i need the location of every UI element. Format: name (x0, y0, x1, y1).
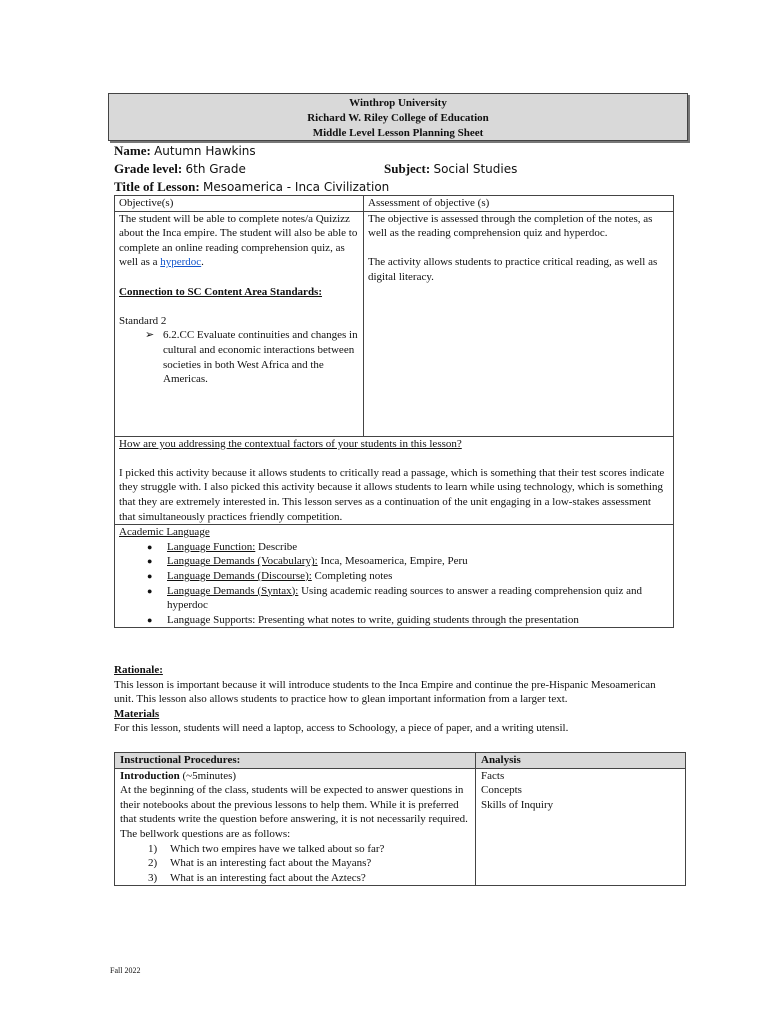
assessment-text-2: The activity allows students to practice critical reading, as well as digital literacy. (368, 256, 658, 283)
language-list (119, 540, 669, 628)
language-item: ● Language Demands (Vocabulary): Inca, Mesoamerica, Empire, Peru (147, 554, 669, 569)
objective-cell (115, 211, 364, 436)
language-item: ● Language Function: Describe (147, 540, 669, 555)
document-header (108, 93, 688, 141)
analysis-item: Skills of Inquiry (481, 798, 554, 811)
name-label: Name: (114, 143, 151, 158)
hyperdoc-link[interactable]: hyperdoc (160, 256, 202, 269)
title-label: Title of Lesson: (114, 179, 200, 194)
procedures-table (114, 752, 686, 886)
title-line (114, 179, 389, 195)
objective-header: Objective(s) (115, 196, 364, 212)
subject-label: Subject: (384, 161, 431, 176)
university-name: Winthrop University (349, 97, 447, 109)
grade-line (114, 161, 246, 177)
standards-list (119, 328, 359, 386)
language-item: ● Language Demands (Discourse): Completing notes (147, 569, 669, 584)
analysis-item: Facts (481, 769, 505, 782)
grade-label: Grade level: (114, 161, 183, 176)
analysis-header: Analysis (476, 753, 686, 769)
grade-value: 6th Grade (185, 162, 246, 176)
contextual-factors-cell (115, 436, 674, 525)
introduction-title: Introduction (~5minutes) (120, 769, 237, 782)
rationale-heading: Rationale: (114, 664, 163, 676)
question-item: 1) Which two empires have we talked about so far? (148, 842, 385, 855)
subject-line (384, 161, 517, 177)
materials-heading: Materials (114, 707, 160, 720)
introduction-text: At the beginning of the class, students will be expected to answer questions in their notebooks about the previous lessons to help them. While it is preferred that students write the question before answering, it is not necessarily required. The bellwork questions are as follows: (120, 784, 468, 840)
question-item: 2) What is an interesting fact about the Mayans? (148, 857, 372, 870)
materials-text: For this lesson, students will need a laptop, access to Schoology, a piece of paper, and a writing utensil. (114, 722, 569, 735)
subject-value: Social Studies (433, 162, 518, 176)
contextual-answer: I picked this activity because it allows students to critically read a passage, which is something that their test scores indicate they struggle with. I also picked this activity because it allows students to learn while using technology, which is something that they are extremely interested in. This lesson serves as a continuation of the unit engaging in a low-stakes assessment that simultaneously practices friendly competition. (119, 466, 665, 523)
analysis-item: Concepts (481, 784, 522, 797)
procedures-header: Instructional Procedures: (115, 753, 476, 769)
language-item: ● Language Demands (Syntax): Using academic reading sources to answer a reading comprehension quiz and hyperdoc (147, 584, 669, 613)
contextual-question: How are you addressing the contextual factors of your students in this lesson? (119, 437, 462, 450)
sheet-title: Middle Level Lesson Planning Sheet (312, 127, 484, 139)
standard-label: Standard 2 (119, 314, 167, 327)
footer-text: Fall 2022 (110, 966, 141, 975)
objective-text: The student will be able to complete notes/a Quizizz about the Inca empire. The student will also be able to complete an online reading comprehension quiz, as well as a hyperdoc. (119, 212, 358, 269)
language-item: ● Language Supports: Presenting what notes to write, guiding students through the presentation (147, 613, 669, 628)
academic-language-heading: Academic Language (119, 526, 210, 539)
title-value: Mesoamerica - Inca Civilization (202, 180, 390, 194)
connection-heading: Connection to SC Content Area Standards: (119, 285, 323, 298)
rationale-text: This lesson is important because it will introduce students to the Inca Empire and continue the pre-Hispanic Mesoamerican unit. This lesson also allows students to practice how to glean important information from a larger text. (114, 678, 656, 706)
question-item: 3) What is an interesting fact about the Aztecs? (148, 871, 366, 884)
analysis-cell (476, 768, 686, 886)
name-value: Autumn Hawkins (154, 144, 256, 158)
standard-item: ➢ 6.2.CC Evaluate continuities and changes in cultural and economic interactions between societies in both West Africa and the Americas. (145, 328, 359, 386)
objectives-table (114, 195, 674, 628)
college-name: Richard W. Riley College of Education (307, 112, 489, 124)
rationale-section (114, 663, 674, 736)
assessment-text-1: The objective is assessed through the completion of the notes, as well as the reading comprehension quiz and hyperdoc. (368, 212, 653, 240)
name-line (114, 143, 256, 159)
assessment-cell (364, 211, 674, 436)
academic-language-cell (115, 525, 674, 628)
assessment-header: Assessment of objective (s) (364, 196, 674, 212)
bellwork-questions (120, 842, 470, 886)
introduction-cell (115, 768, 476, 886)
